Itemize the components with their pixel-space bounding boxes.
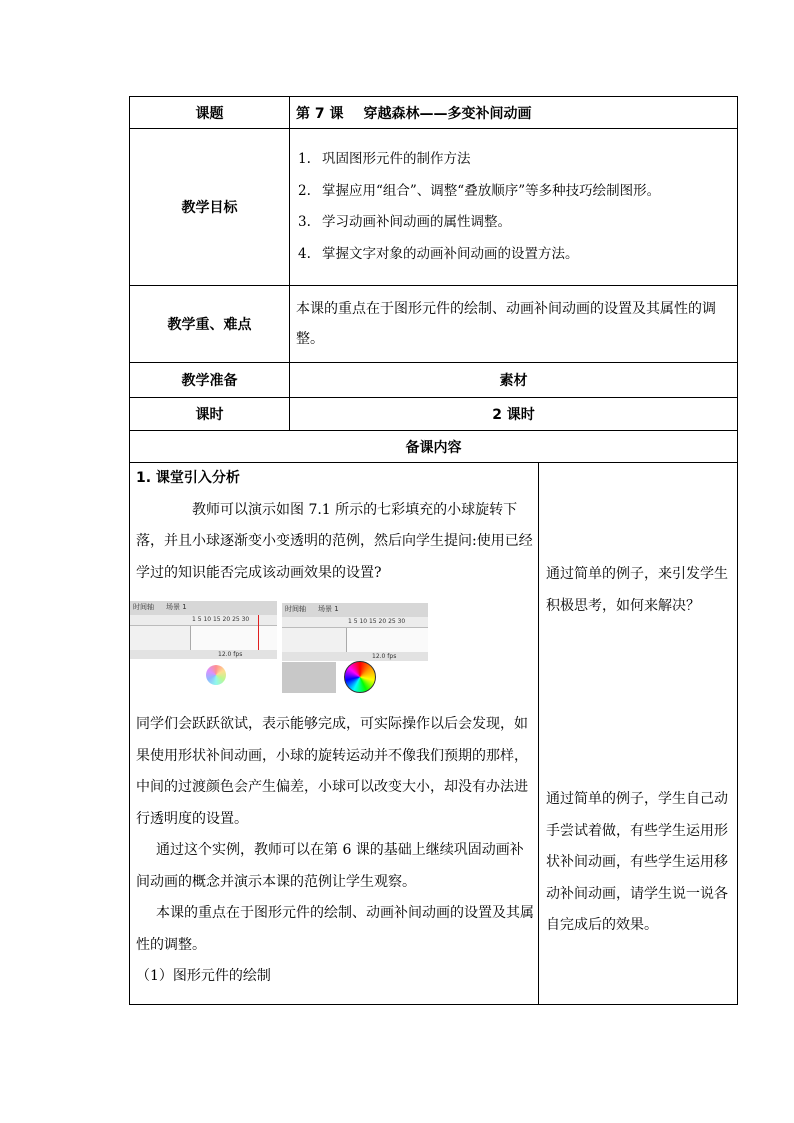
teaching-note: 通过简单的例子，学生自己动手尝试着做，有些学生运用形状补间动画，有些学生运用移动补间动画，请学生说一说各自完成后的效果。 (546, 791, 728, 933)
preparation-label: 教学准备 (130, 363, 290, 398)
notes-cell (539, 463, 738, 1005)
rainbow-ball-faded (206, 665, 226, 685)
title-label: 课题 (130, 97, 290, 129)
row-key-points (130, 286, 738, 363)
row-section-header (130, 431, 738, 463)
section-header: 备课内容 (130, 431, 738, 463)
content-cell (130, 463, 539, 1005)
goal-item: 3. 学习动画补间动画的属性调整。 (298, 214, 511, 230)
rainbow-ball (344, 661, 376, 693)
hours-value: 2 课时 (290, 398, 738, 431)
preparation-value: 素材 (290, 363, 738, 398)
goal-item: 4. 掌握文字对象的动画补间动画的设置方法。 (298, 245, 579, 262)
lesson-title (290, 97, 738, 129)
content-paragraph: 通过这个实例，教师可以在第 6 课的基础上继续巩固动画补间动画的概念并演示本课的范例让学生观察。 (136, 842, 524, 890)
timeline-screenshot-right: 时间轴 场景 1 1 5 10 15 20 25 30 12.0 fps (282, 603, 428, 693)
content-paragraph: 本课的重点在于图形元件的绘制、动画补间动画的设置及其属性的调整。 (136, 905, 534, 953)
content-heading: 1. 课堂引入分析 (136, 470, 240, 486)
goals-list (290, 129, 738, 286)
row-content (130, 463, 738, 1005)
row-preparation (130, 363, 738, 398)
row-title (130, 97, 738, 129)
content-subheading: （1）图形元件的绘制 (136, 968, 271, 984)
content-paragraph: 教师可以演示如图 7.1 所示的七彩填充的小球旋转下落，并且小球逐渐变小变透明的范例，然后向学生提问:使用已经学过的知识能否完成该动画效果的设置? (136, 501, 533, 581)
key-points-label: 教学重、难点 (130, 286, 290, 363)
content-paragraph: 同学们会跃跃欲试，表示能够完成，可实际操作以后会发现，如果使用形状补间动画，小球的旋转运动并不像我们预期的那样，中间的过渡颜色会产生偏差，小球可以改变大小，却没有办法进行透明度的设置。 (136, 716, 528, 827)
lesson-name: 穿越森林——多变补间动画 (363, 105, 532, 122)
lesson-plan-table (129, 96, 738, 1005)
lesson-number: 第 7 课 (296, 105, 344, 122)
figure-7-1 (133, 601, 534, 701)
goal-item: 2. 掌握应用“组合”、调整“叠放顺序”等多种技巧绘制图形。 (298, 182, 661, 199)
timeline-screenshot-left: 时间轴 场景 1 1 5 10 15 20 25 30 12.0 fps (130, 601, 277, 693)
goal-item: 1. 巩固图形元件的制作方法 (298, 151, 471, 167)
teaching-note: 通过简单的例子，来引发学生积极思考，如何来解决？ (546, 566, 728, 614)
key-points-text: 本课的重点在于图形元件的绘制、动画补间动画的设置及其属性的调整。 (290, 286, 738, 363)
hours-label: 课时 (130, 398, 290, 431)
goals-label: 教学目标 (130, 129, 290, 286)
row-hours (130, 398, 738, 431)
row-goals (130, 129, 738, 286)
